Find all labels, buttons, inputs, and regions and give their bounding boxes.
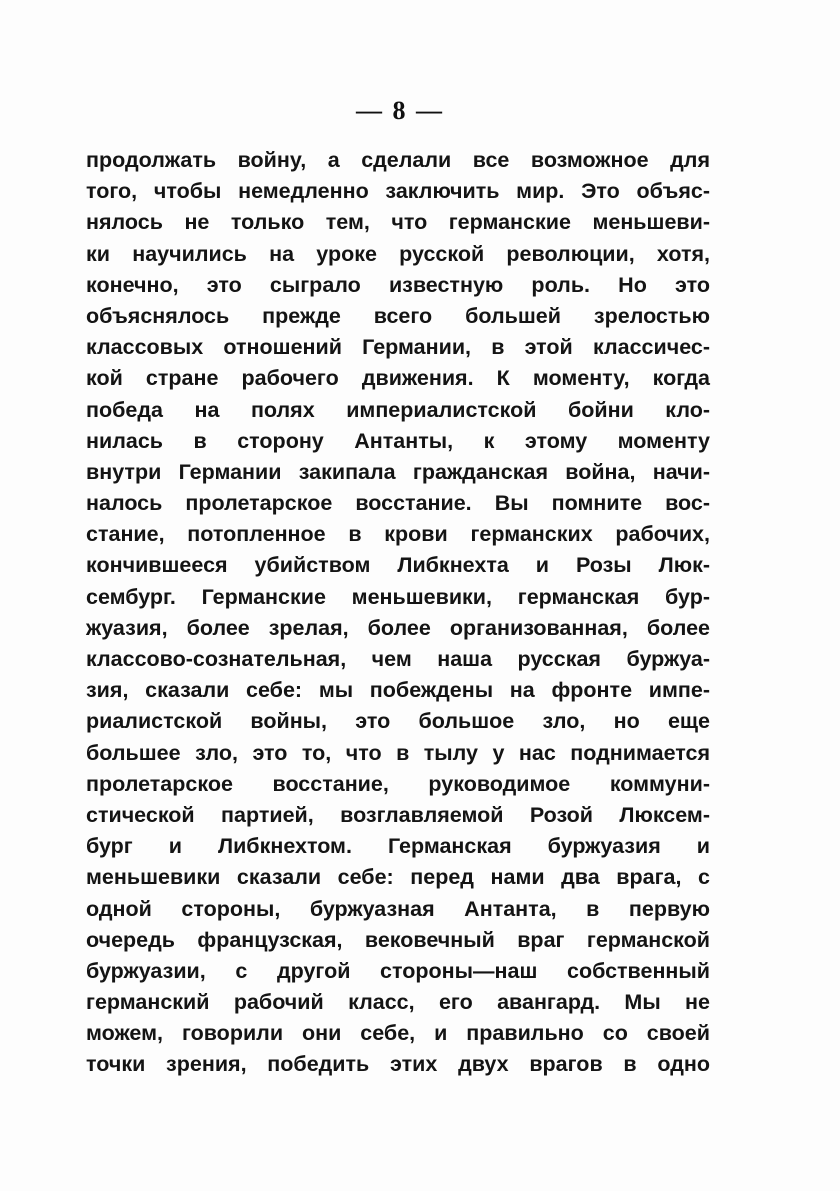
text-line: конечно, это сыграло известную роль. Но это xyxy=(86,272,710,297)
text-line: того, чтобы немедленно заключить мир. Это объяс- xyxy=(86,179,710,204)
text-line: пролетарское восстание, руководимое коммуни- xyxy=(86,771,710,796)
text-line: бург и Либкнехтом. Германская буржуазия и xyxy=(86,834,710,859)
text-line: ки научились на уроке русской революции, хотя, xyxy=(86,241,710,266)
text-line: риалистской войны, это большое зло, но еще xyxy=(86,709,710,734)
text-line: внутри Германии закипала гражданская война, начи- xyxy=(86,459,710,484)
text-line: германский рабочий класс, его авангард. Мы не xyxy=(86,990,710,1015)
text-line: классовых отношений Германии, в этой классичес- xyxy=(86,335,710,360)
text-line: одной стороны, буржуазная Антанта, в первую xyxy=(86,896,710,921)
text-line: большее зло, это то, что в тылу у нас поднимается xyxy=(86,740,710,765)
text-line: продолжать войну, а сделали все возможное для xyxy=(86,148,710,172)
text-line: жуазия, более зрелая, более организованная, более xyxy=(86,615,710,640)
text-line: меньшевики сказали себе: перед нами два врага, с xyxy=(86,865,710,890)
page-number: — 8 — xyxy=(356,96,444,125)
text-line: буржуазии, с другой стороны—наш собственный xyxy=(86,958,710,983)
text-line: точки зрения, победить этих двух врагов в одно xyxy=(86,1052,710,1077)
text-line: кой стране рабочего движения. К моменту, когда xyxy=(86,366,710,391)
text-line: нялось не только тем, что германские меньшеви- xyxy=(86,210,710,235)
text-line: победа на полях империалистской бойни кло- xyxy=(86,397,710,422)
text-line: стание, потопленное в крови германских рабочих, xyxy=(86,522,710,547)
text-line: объяснялось прежде всего большей зрелостью xyxy=(86,303,710,328)
text-line: можем, говорили они себе, и правильно со своей xyxy=(86,1021,710,1046)
text-line: налось пролетарское восстание. Вы помните вос- xyxy=(86,491,710,516)
text-line: очередь французская, вековечный враг германской xyxy=(86,927,710,952)
text-line: нилась в сторону Антанты, к этому моменту xyxy=(86,428,710,453)
text-line: зия, сказали себе: мы побеждены на фронте импе- xyxy=(86,678,710,703)
text-line: стической партией, возглавляемой Розой Люксем- xyxy=(86,802,710,827)
text-line: сембург. Германские меньшевики, германская бур- xyxy=(86,584,710,609)
text-line: кончившееся убийством Либкнехта и Розы Люк- xyxy=(86,553,710,578)
body-text xyxy=(86,145,710,1081)
text-line: классово-сознательная, чем наша русская буржуа- xyxy=(86,647,710,671)
